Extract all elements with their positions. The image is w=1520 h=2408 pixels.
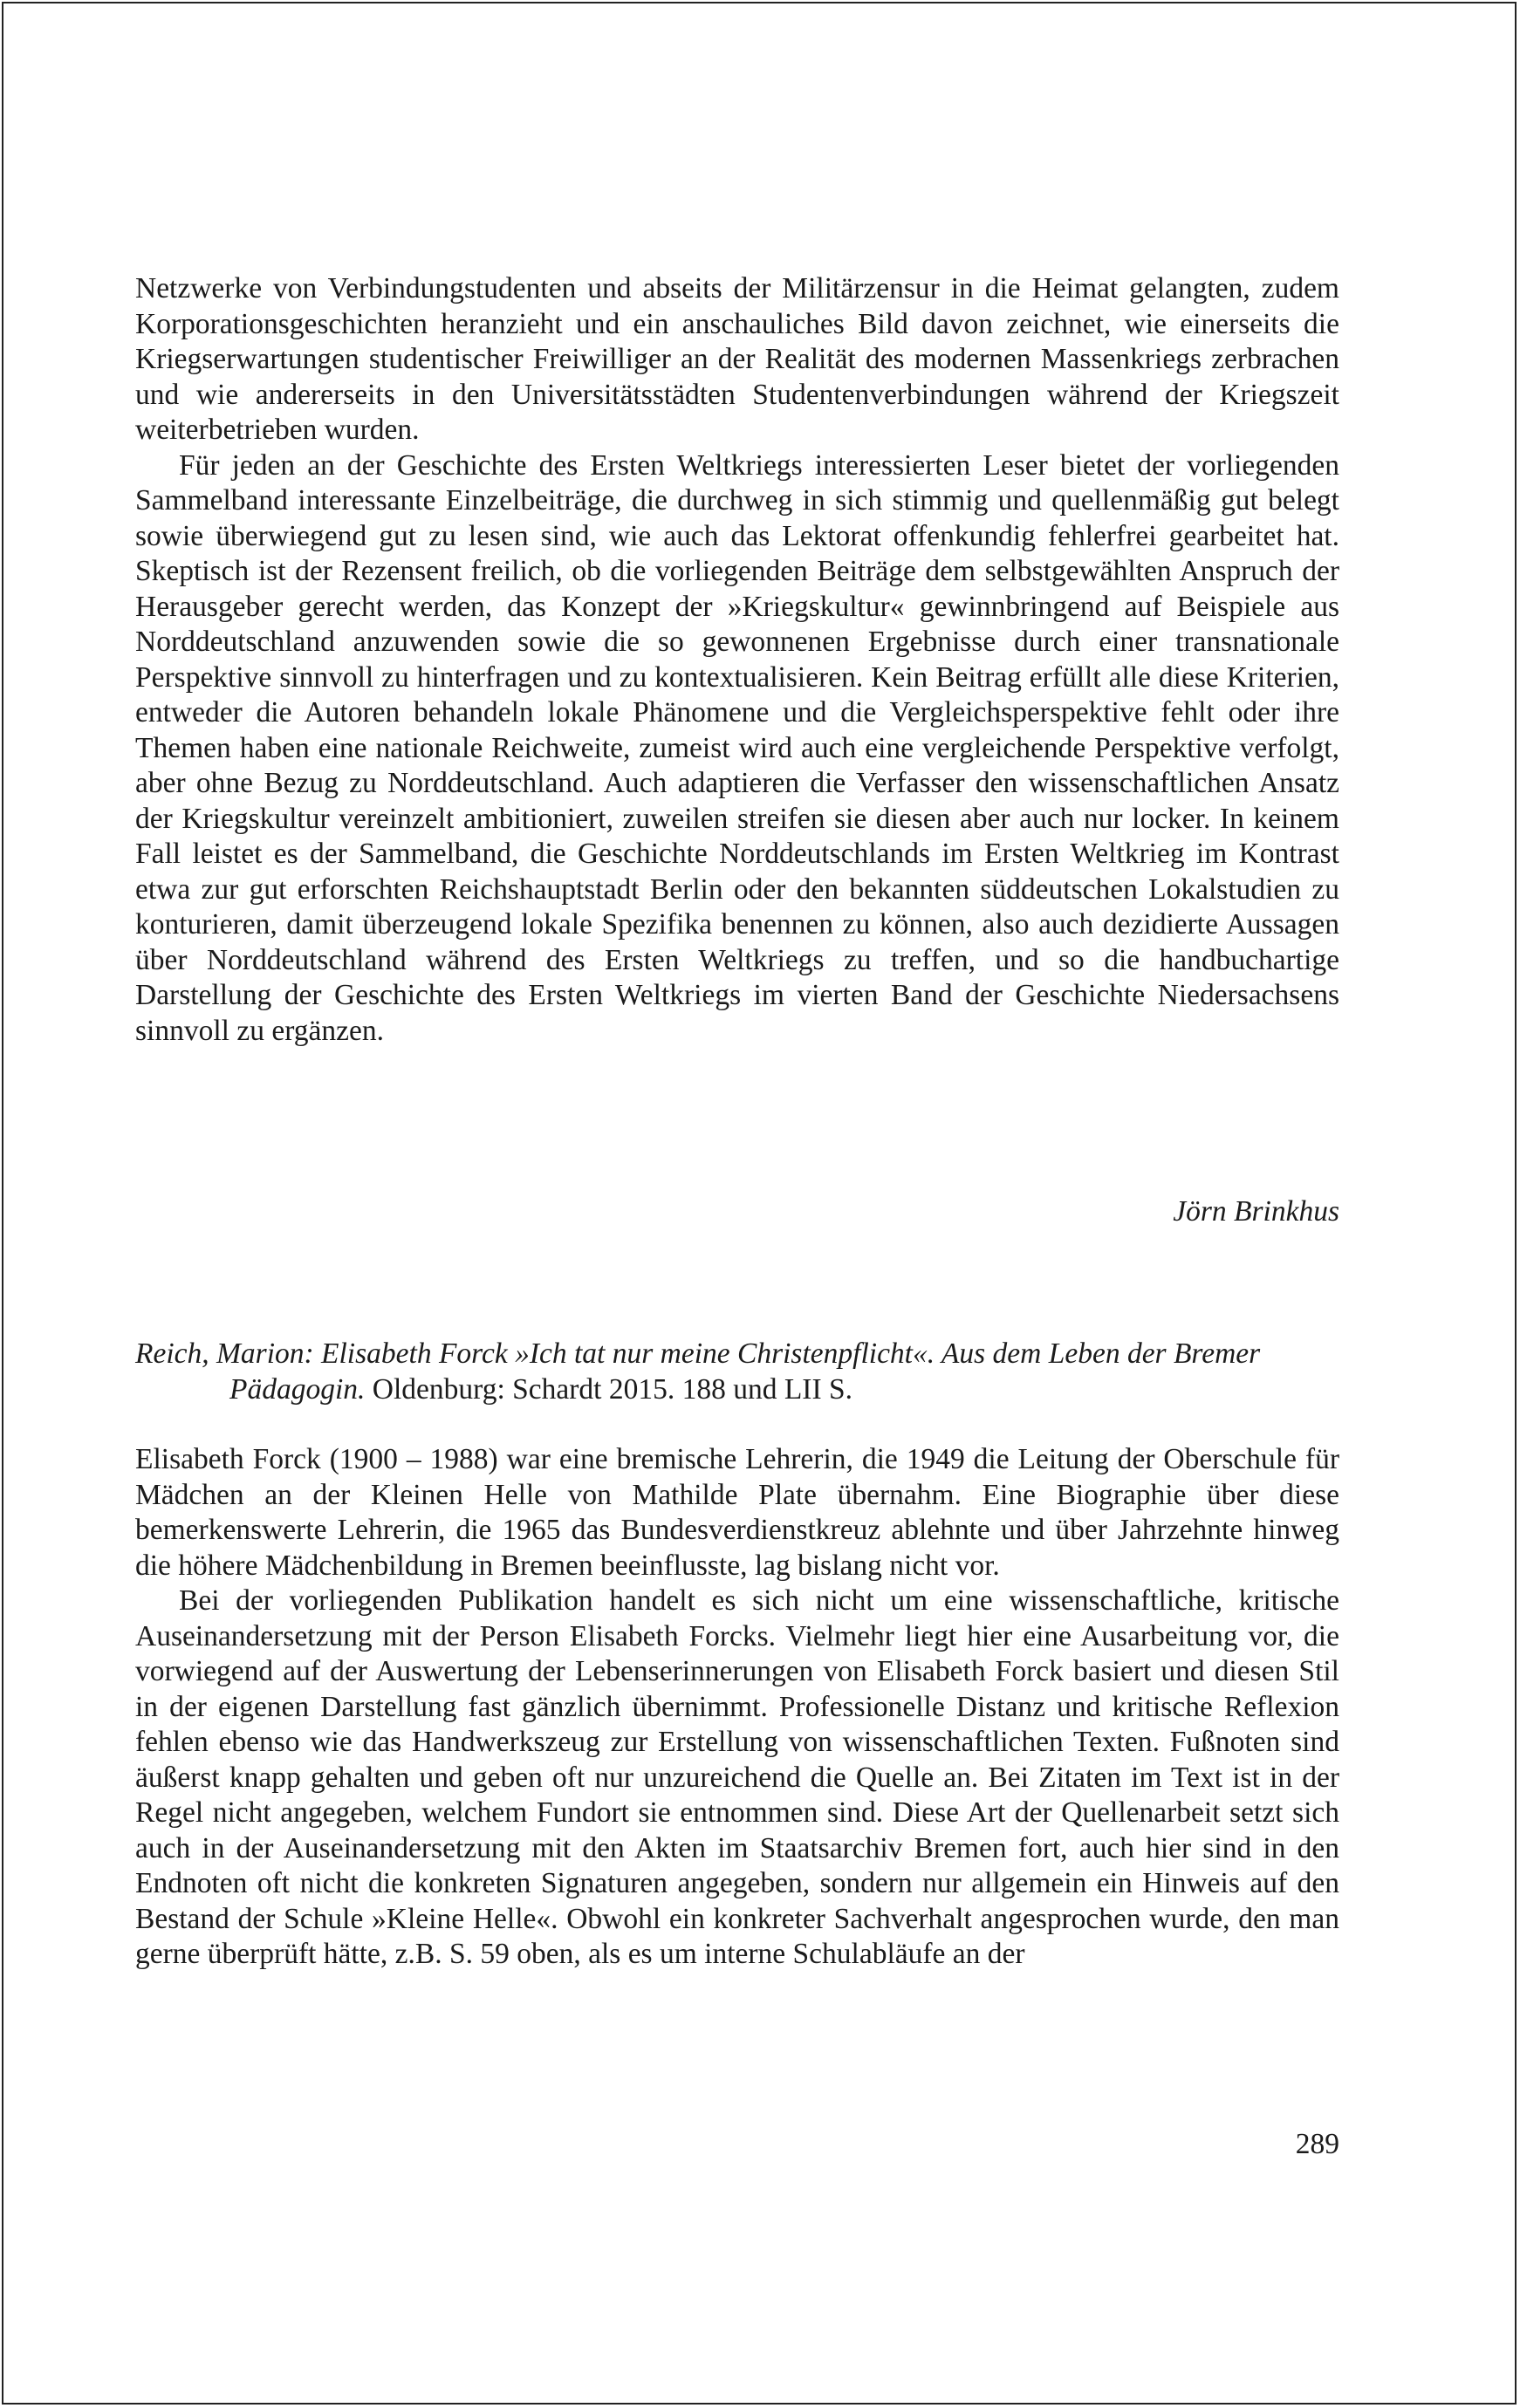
review-1-author: Jörn Brinkhus	[1173, 1195, 1339, 1228]
page-number: 289	[1295, 2128, 1339, 2160]
review-2-body	[135, 1442, 1339, 1973]
review-1-paragraph-2: Für jeden an der Geschichte des Ersten Weltkriegs interessierten Leser bietet der vorliegenden Sammelband interessante Einzelbeiträge, die durchweg in sich stimmig und quellenmäßig gut belegt sowie überwiegend gut zu lesen sind, wie auch das Lektorat offenkundig fehlerfrei gearbeitet hat. Skeptisch ist der Rezensent freilich, ob die vorliegenden Beiträge dem selbstgewählten Anspruch der Herausgeber gerecht werden, das Konzept der »Kriegskultur« gewinnbringend auf Beispiele aus Norddeutschland anzuwenden sowie die so gewonnenen Ergebnisse durch einer transnationale Perspektive sinnvoll zu hinterfragen und zu kontextualisieren. Kein Beitrag erfüllt alle diese Kriterien, entweder die Autoren behandeln lokale Phänomene und die Vergleichsperspektive fehlt oder ihre Themen haben eine nationale Reichweite, zumeist wird auch eine vergleichende Perspektive verfolgt, aber ohne Bezug zu Norddeutschland. Auch adaptieren die Verfasser den wissenschaftlichen Ansatz der Kriegskultur vereinzelt ambitioniert, zuweilen streifen sie diesen aber auch nur locker. In keinem Fall leistet es der Sammelband, die Geschichte Norddeutschlands im Ersten Weltkrieg im Kontrast etwa zur gut erforschten Reichshauptstadt Berlin oder den bekannten süddeutschen Lokalstudien zu konturieren, damit überzeugend lokale Spezifika benennen zu können, also auch dezidierte Aussagen über Norddeutschland während des Ersten Weltkriegs zu treffen, und so die handbuchartige Darstellung der Geschichte des Ersten Weltkriegs im vierten Band der Geschichte Niedersachsens sinnvoll zu ergänzen.	[135, 448, 1339, 1047]
review-2-paragraph-1: Elisabeth Forck (1900 – 1988) war eine bremische Lehrerin, die 1949 die Leitung der Oberschule für Mädchen an der Kleinen Helle von Mathilde Plate übernahm. Eine Biographie über diese bemerkenswerte Lehrerin, die 1965 das Bundesverdienstkreuz ablehnte und über Jahrzehnte hinweg die höhere Mädchenbildung in Bremen beeinflusste, lag bislang nicht vor.	[135, 1443, 1339, 1582]
review-2-paragraph-2: Bei der vorliegenden Publikation handelt es sich nicht um eine wissenschaftliche, kritische Auseinandersetzung mit der Person Elisabeth Forcks. Vielmehr liegt hier eine Ausarbeitung vor, die vorwiegend auf der Auswertung der Lebenserinnerungen von Elisabeth Forck basiert und diesen Stil in der eigenen Darstellung fast gänzlich übernimmt. Professionelle Distanz und kritische Reflexion fehlen ebenso wie das Handwerkszeug zur Erstellung von wissenschaftlichen Texten. Fußnoten sind äußerst knapp gehalten und geben oft nur unzureichend die Quelle an. Bei Zitaten im Text ist in der Regel nicht angegeben, welchem Fundort sie entnommen sind. Diese Art der Quellenarbeit setzt sich auch in der Auseinandersetzung mit den Akten im Staatsarchiv Bremen fort, auch hier sind in den Endnoten oft nicht die konkreten Signaturen angegeben, sondern nur allgemein ein Hinweis auf den Bestand der Schule »Kleine Helle«. Obwohl ein konkreter Sachverhalt angesprochen wurde, den man gerne überprüft hätte, z.B. S. 59 oben, als es um interne Schulabläufe an der	[135, 1584, 1339, 1970]
citation-title: Reich, Marion: Elisabeth Forck »Ich tat nur meine Christenpflicht«. Aus dem Leben der Bremer Pädagogin.	[135, 1337, 1261, 1406]
review-1-paragraph-1: Netzwerke von Verbindungstudenten und abseits der Militärzensur in die Heimat gelangten, zudem Korporationsgeschichten heranzieht und ein anschauliches Bild davon zeichnet, wie einerseits die Kriegserwartungen studentischer Freiwilliger an der Realität des modernen Massenkriegs zerbrachen und wie andererseits in den Universitätsstädten Studentenverbindungen während der Kriegszeit weiterbetrieben wurden.	[135, 272, 1339, 446]
review-1-body	[135, 271, 1339, 1049]
citation-publication: Oldenburg: Schardt 2015. 188 und LII S.	[365, 1372, 852, 1406]
review-2-citation	[135, 1337, 1339, 1407]
